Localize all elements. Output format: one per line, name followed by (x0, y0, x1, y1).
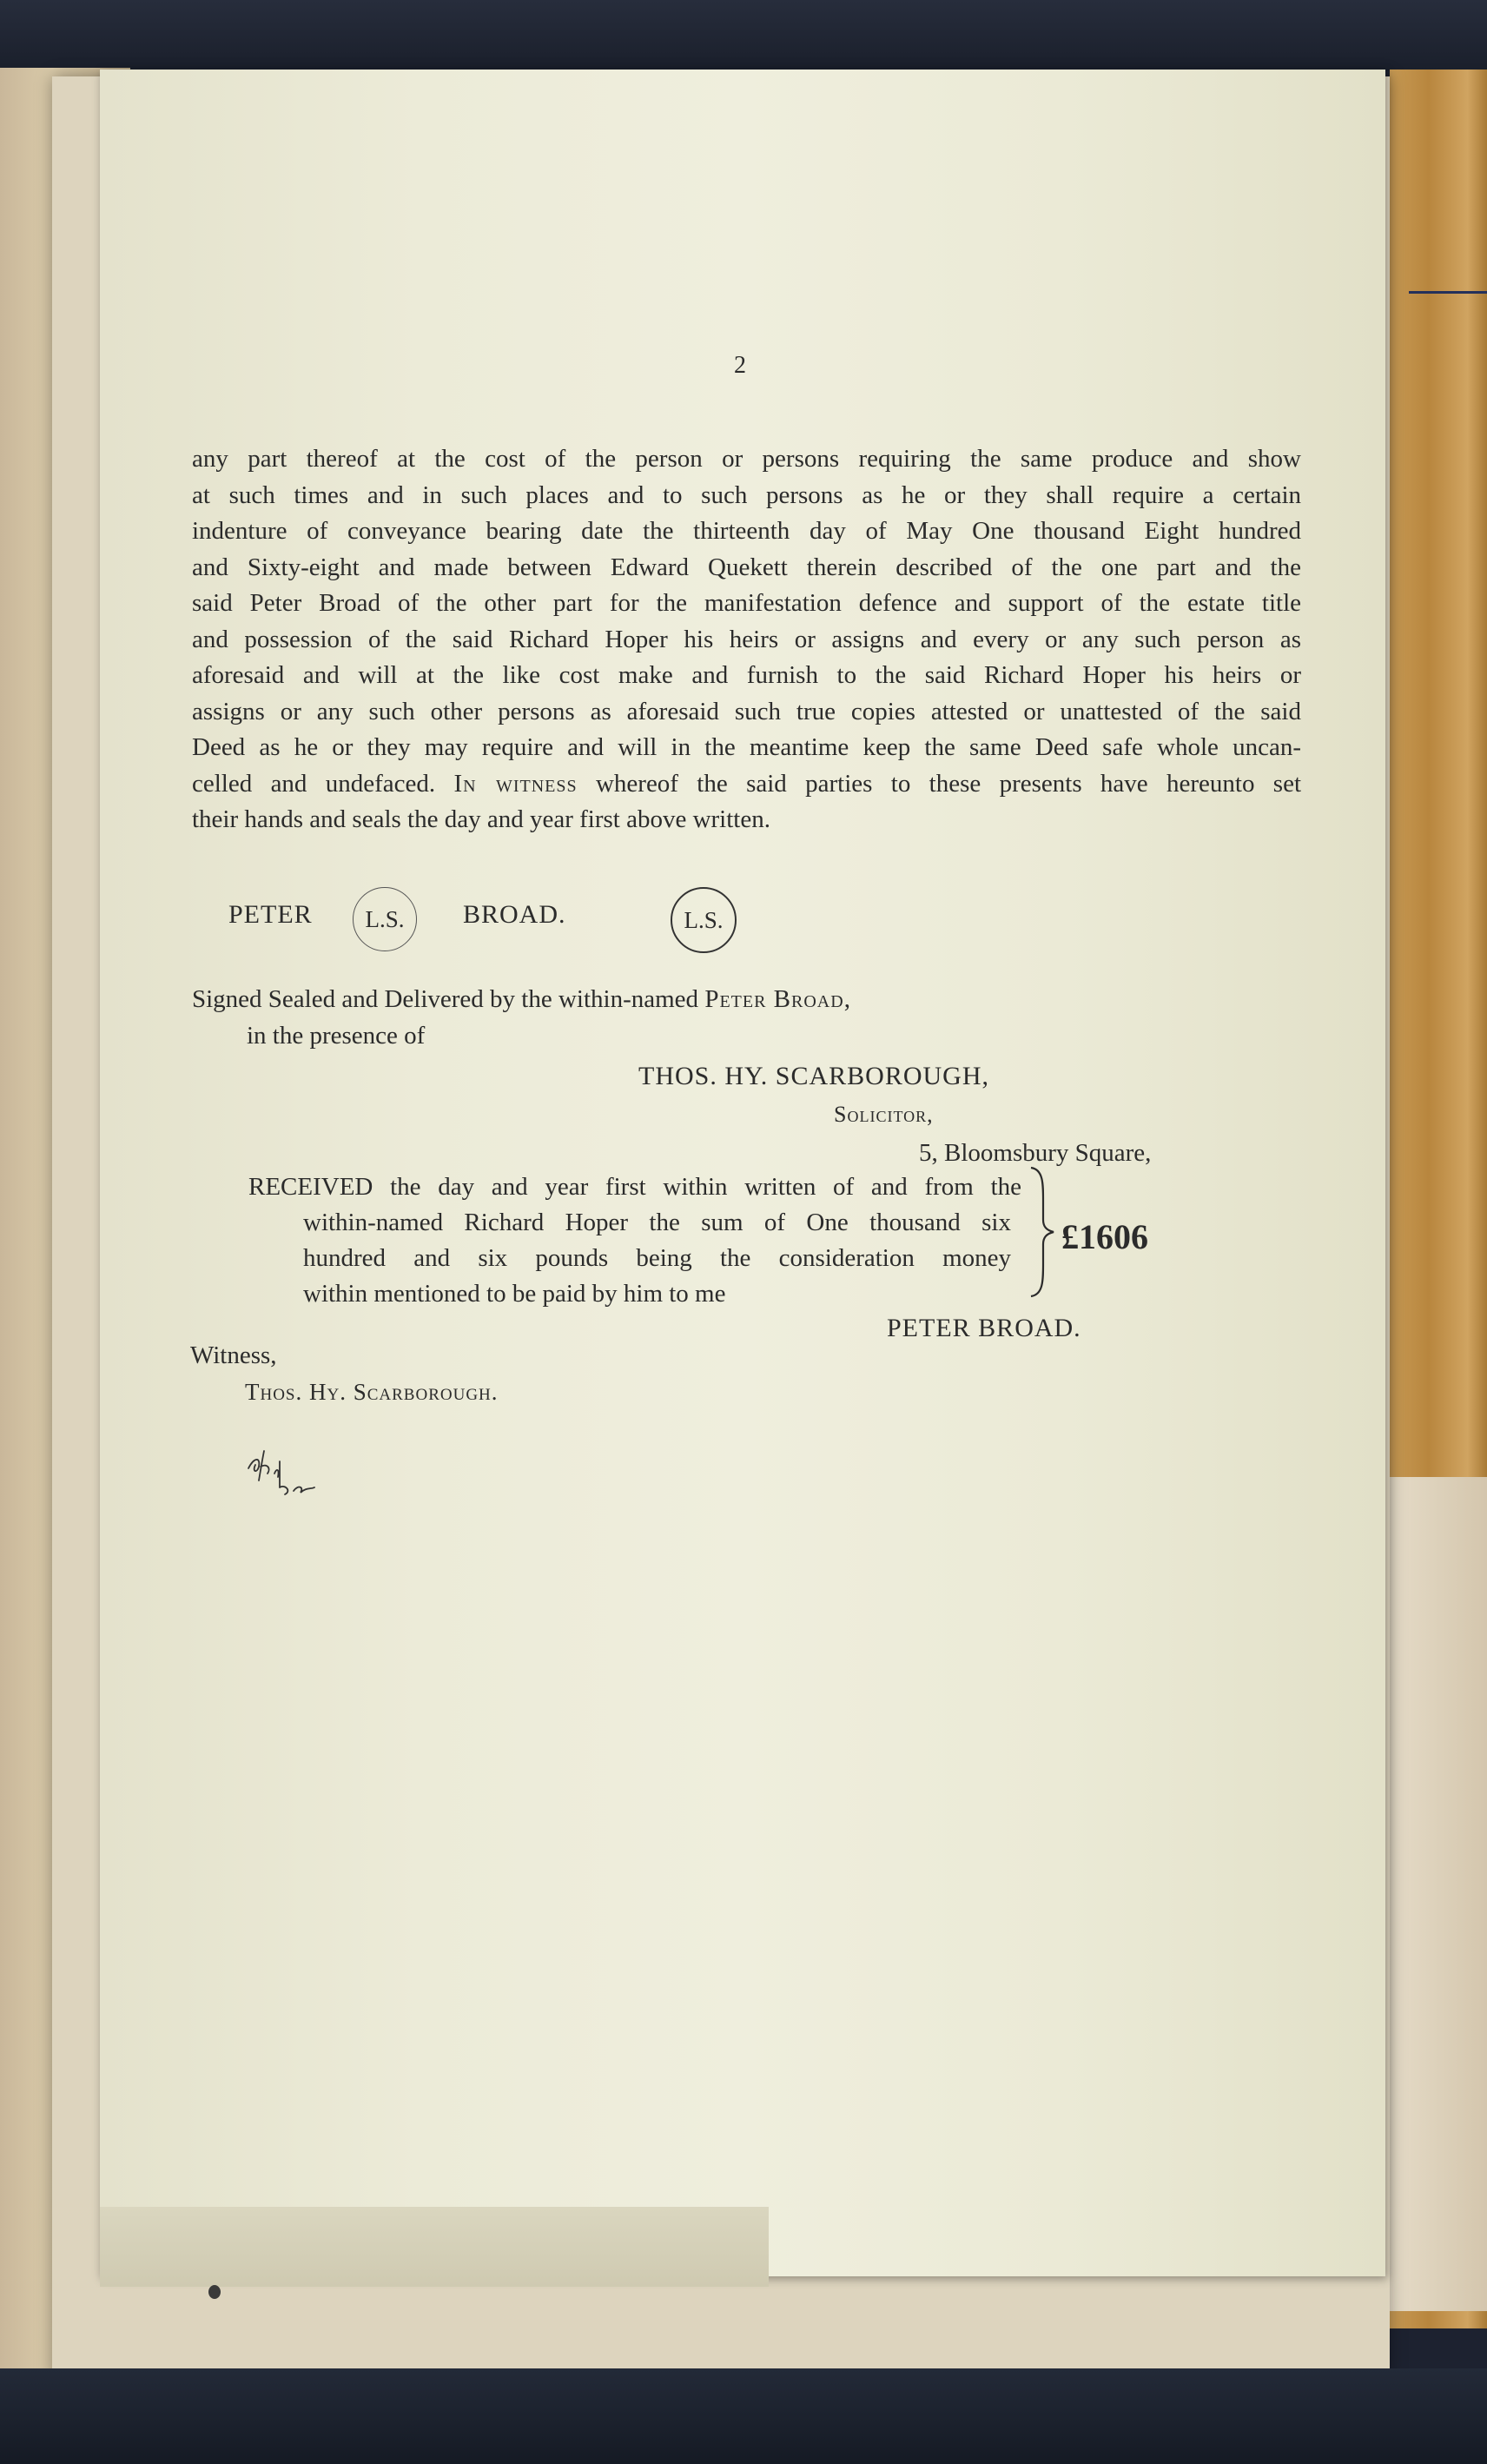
paragraph-line: indenture of conveyance bearing date the thirteenth day of May One thousand Eight hundred (192, 517, 1301, 545)
paragraph-line: at such times and in such places and to such persons as he or they shall require a certain (192, 480, 1301, 509)
paragraph-line-witness (192, 766, 1301, 803)
attestation-line-1 (192, 985, 851, 1014)
binder-bottom-edge (0, 2368, 1487, 2464)
receipt-line: within-named Richard Hoper the sum of One thousand six (303, 1209, 1011, 1236)
paragraph-line: aforesaid and will at the like cost make and furnish to the said Richard Hoper his heirs or (192, 661, 1301, 689)
receipt-line: within mentioned to be paid by him to me (303, 1280, 726, 1308)
receipt-line: hundred and six pounds being the consideration money (303, 1244, 1011, 1272)
in-witness-phrase: In witness (453, 769, 578, 798)
ink-blot (208, 2285, 221, 2299)
curly-brace-icon (1028, 1166, 1057, 1298)
witness-block-name: Thos. Hy. Scarborough. (245, 1379, 499, 1405)
attestation-prefix: Signed Sealed and Delivered by the within-named (192, 985, 699, 1013)
handwritten-note-icon (241, 1442, 328, 1512)
receipt-text (248, 1169, 1021, 1312)
binder-top-edge (0, 0, 1487, 71)
seal-2 (671, 887, 737, 953)
paragraph-text: whereof the said parties to these presents have hereunto set (595, 769, 1302, 798)
seal-2-label: L.S. (684, 906, 724, 933)
signature-first-name: PETER (228, 900, 313, 929)
paragraph-line: said Peter Broad of the other part for the manifestation defence and support of the estate title (192, 589, 1301, 617)
witness-name: THOS. HY. SCARBOROUGH, (638, 1062, 990, 1090)
paragraph-line: any part thereof at the cost of the person or persons requiring the same produce and show (192, 445, 1301, 473)
paragraph-line: assigns or any such other persons as aforesaid such true copies attested or unattested of the said (192, 697, 1301, 725)
paragraph-line: and possession of the said Richard Hoper his heirs or assigns and every or any such person as (192, 625, 1301, 653)
witness-title: Solicitor, (834, 1102, 934, 1127)
receipt-amount: £1606 (1061, 1217, 1148, 1256)
page-fold (100, 2207, 769, 2287)
receipt-line: RECEIVED the day and year first within written of and from the (248, 1173, 1021, 1201)
page-number: 2 (734, 352, 746, 379)
signature-last-name: BROAD. (463, 900, 566, 929)
witness-address: 5, Bloomsbury Square, (919, 1139, 1152, 1167)
paragraph-line: their hands and seals the day and year first above written. (192, 805, 770, 833)
right-board-rule (1409, 291, 1487, 294)
attestation-signer: Peter Broad, (704, 985, 851, 1013)
witness-label: Witness, (190, 1341, 277, 1369)
paragraph-line: and Sixty-eight and made between Edward Quekett therein described of the one part and the (192, 553, 1301, 581)
seal-1-label: L.S. (365, 905, 405, 932)
receipt-signatory: PETER BROAD. (887, 1314, 1081, 1342)
paragraph-line: Deed as he or they may require and will in the meantime keep the same Deed safe whole uncan- (192, 733, 1301, 761)
deed-paragraph (192, 441, 1301, 838)
paragraph-text: celled and undefaced. (192, 769, 436, 798)
seal-1 (353, 887, 417, 951)
attestation-line-2: in the presence of (247, 1022, 426, 1050)
